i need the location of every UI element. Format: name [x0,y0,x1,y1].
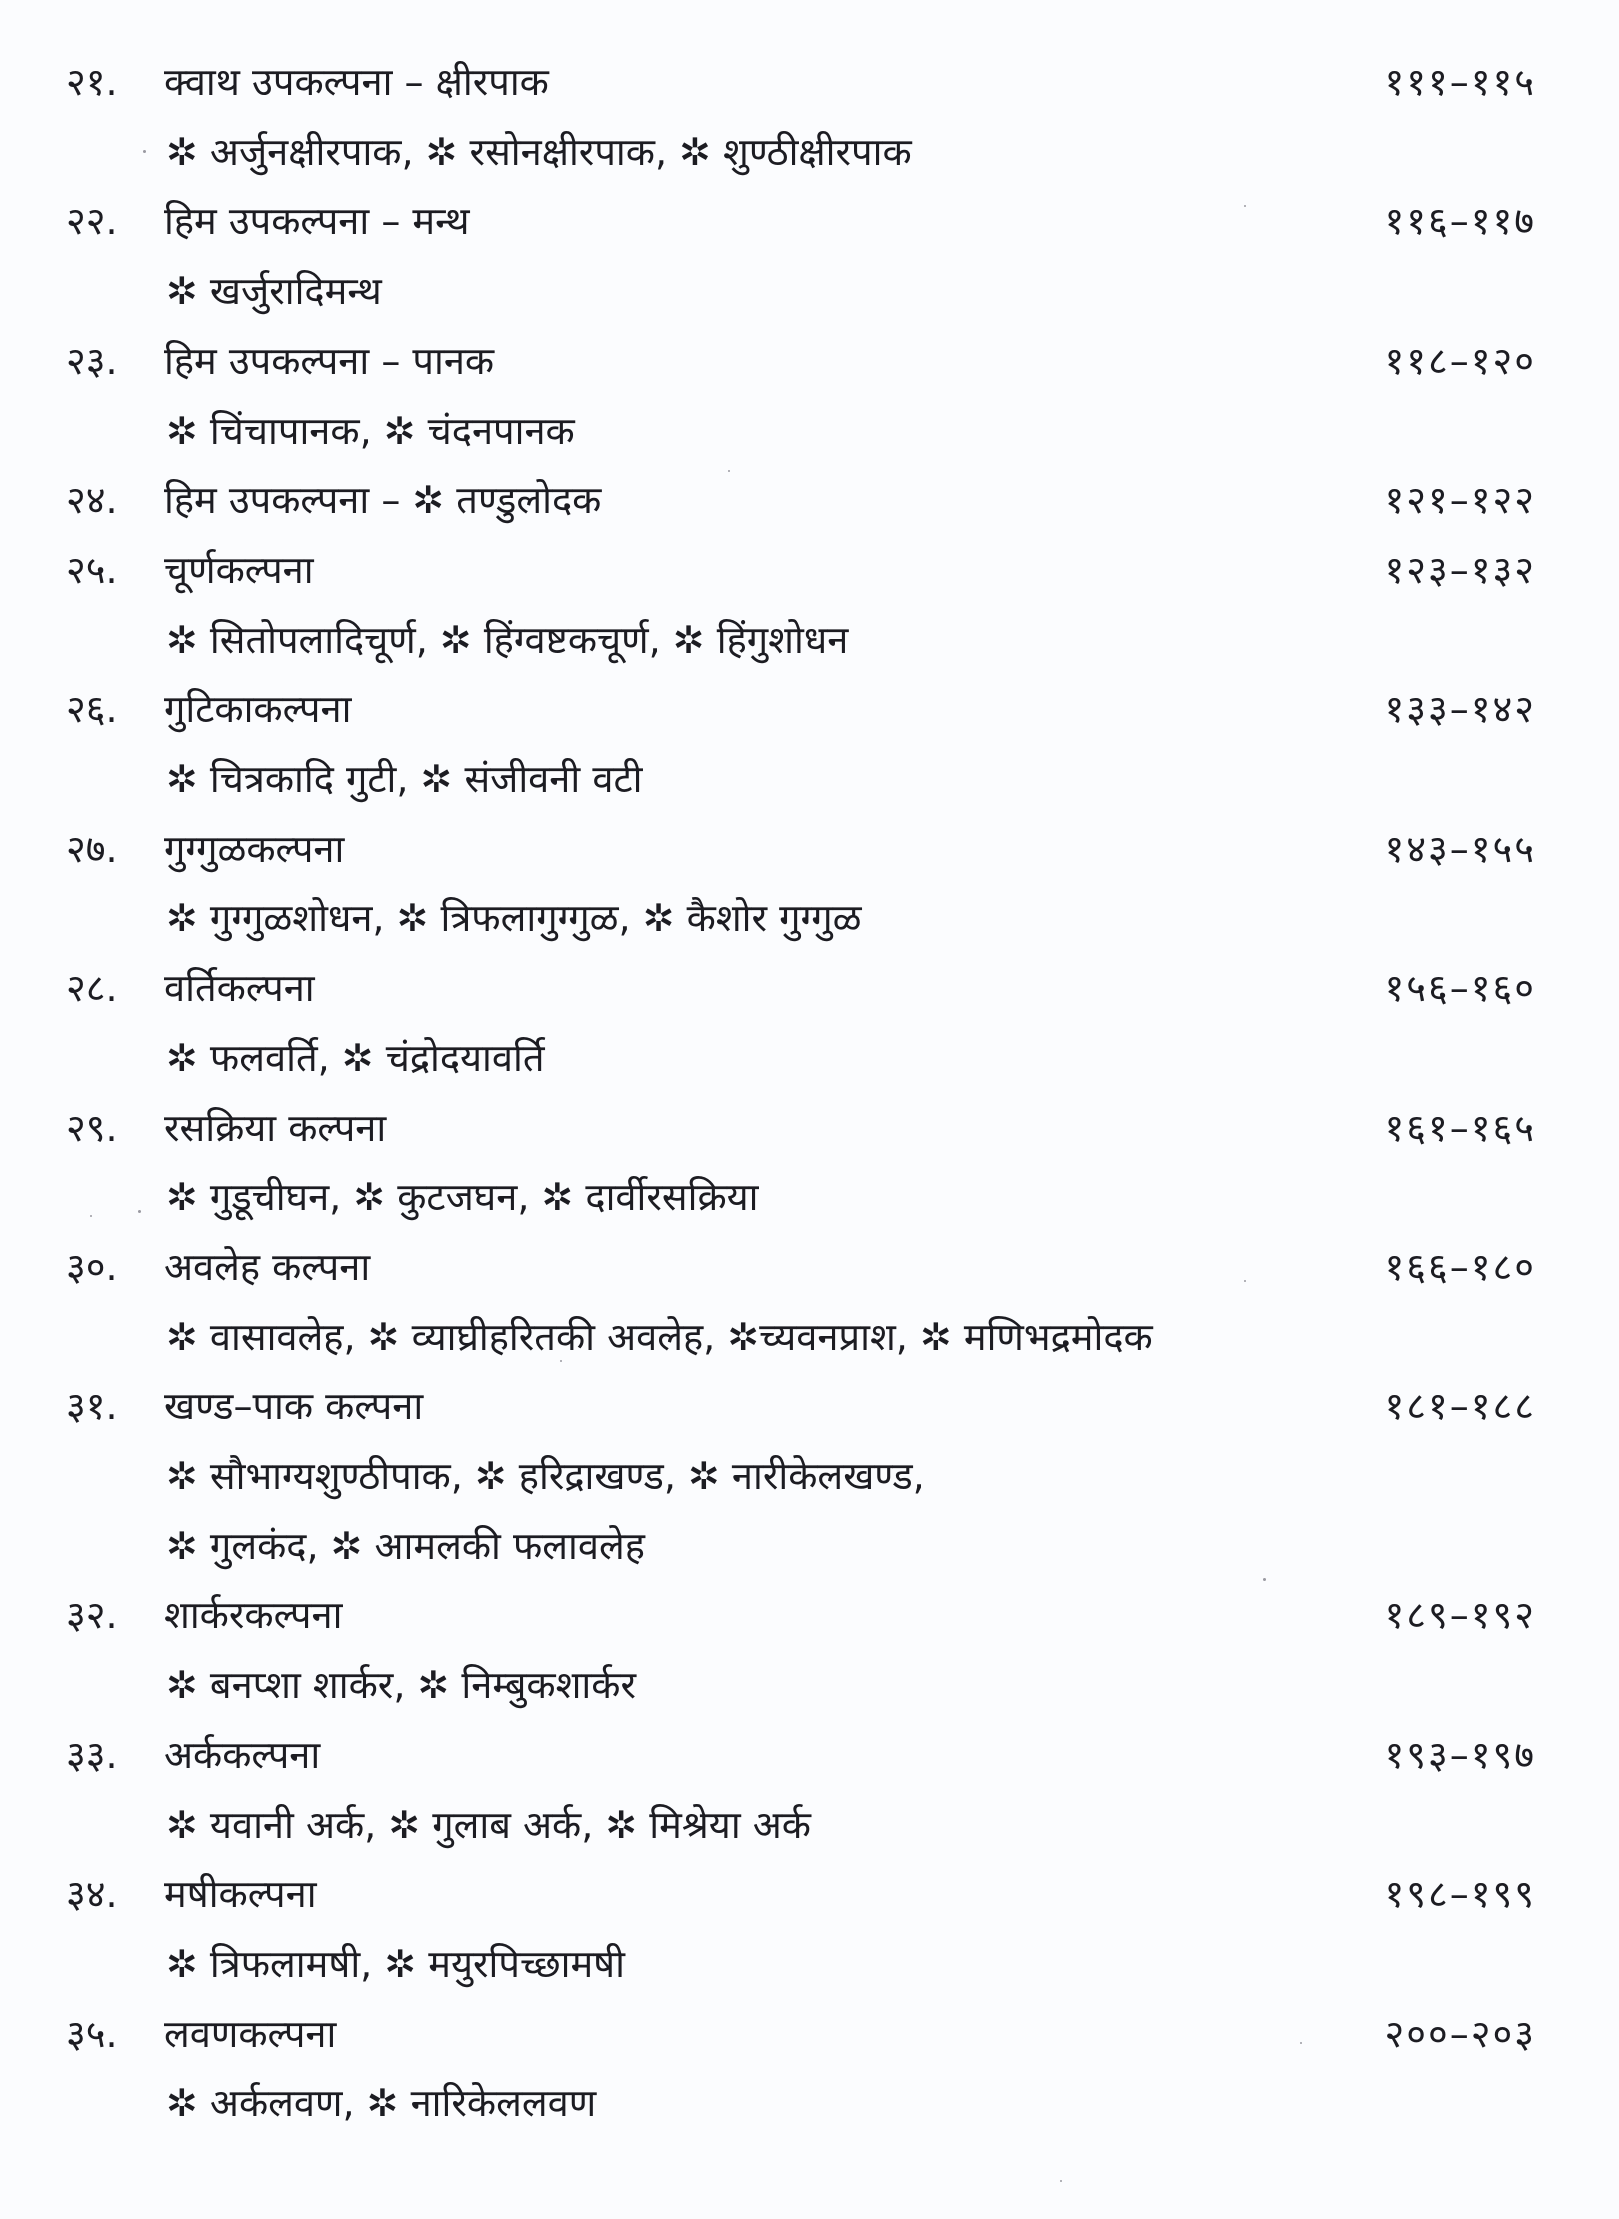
entry-number: ३३. [66,1732,118,1777]
entry-number: २१. [66,60,118,104]
entry-number: २४. [66,478,118,523]
toc-entry [0,1859,1619,1929]
entry-pages: १६१–१६५ [1384,1105,1536,1150]
scan-speck [728,470,730,472]
toc-subentries [0,883,1619,953]
entry-pages: १३३–१४२ [1384,687,1536,732]
scan-speck [90,1215,92,1217]
subentry-list: ✲ सौभाग्यशुण्ठीपाक, ✲ हरिद्राखण्ड, ✲ नारीकेलखण्ड, [166,1454,925,1498]
entry-title: चूर्णकल्पना [164,547,314,592]
entry-pages: १६६–१८० [1384,1244,1536,1289]
subentry-list: ✲ गुडूचीघन, ✲ कुटजघन, ✲ दार्वीरसक्रिया [166,1175,759,1220]
subentry-list: ✲ चिंचापानक, ✲ चंदनपानक [166,408,575,453]
entry-title: लवणकल्पना [164,2011,337,2056]
toc-subentries [0,1929,1619,1999]
toc-entry [0,1720,1619,1790]
entry-number: ३१. [66,1384,118,1429]
subentry-list: ✲ चित्रकादि गुटी, ✲ संजीवनी वटी [166,757,643,801]
toc-entry [0,535,1619,605]
entry-title: शार्करकल्पना [164,1593,343,1638]
toc-entry [0,326,1619,396]
entry-number: ३५. [66,2011,118,2056]
entry-number: ३४. [66,1872,118,1917]
subentry-list: ✲ गुग्गुळशोधन, ✲ त्रिफलागुग्गुळ, ✲ कैशोर गुग्गुळ [166,896,862,941]
toc-subentries [0,1790,1619,1860]
entry-title: रसक्रिया कल्पना [164,1105,387,1150]
scan-speck [138,1210,141,1213]
entry-title: गुटिकाकल्पना [164,687,352,732]
toc-subentries [0,396,1619,466]
scan-speck [560,1360,562,1362]
entry-pages: १५६–१६० [1384,966,1536,1011]
entry-title: खण्ड–पाक कल्पना [164,1384,424,1429]
entry-pages: १४३–१५५ [1384,826,1536,871]
subentry-list: ✲ सितोपलादिचूर्ण, ✲ हिंग्वष्टकचूर्ण, ✲ हिंगुशोधन [166,617,849,662]
toc-subentries [0,2068,1619,2138]
scan-speck [1244,205,1246,207]
toc-subentries [0,1023,1619,1093]
toc-entry [0,47,1619,117]
entry-title: वर्तिकल्पना [164,966,315,1011]
entry-pages: ११८–१२० [1384,338,1536,383]
entry-title: गुग्गुळकल्पना [164,826,345,871]
subentry-list: ✲ त्रिफलामषी, ✲ मयुरपिच्छामषी [166,1941,625,1986]
toc-entry [0,674,1619,744]
entry-title: हिम उपकल्पना – पानक [164,338,495,383]
entry-pages: २००–२०३ [1384,2011,1536,2056]
entry-number: २५. [66,547,118,592]
toc-subentries [0,1650,1619,1720]
toc-entry [0,1580,1619,1650]
entry-number: २२. [66,199,118,244]
entry-number: ३२. [66,1593,118,1638]
entry-number: २६. [66,687,118,732]
subentry-list: ✲ फलवर्ति, ✲ चंद्रोदयावर्ति [166,1035,545,1080]
toc-subentries [0,605,1619,675]
toc-subentries [0,1162,1619,1232]
subentry-list: ✲ अर्जुनक्षीरपाक, ✲ रसोनक्षीरपाक, ✲ शुण्ठीक्षीरपाक [166,129,912,174]
entry-pages: १८९–१९२ [1384,1593,1536,1638]
entry-pages: १८१–१८८ [1384,1384,1536,1429]
toc-entry [0,1371,1619,1441]
scan-speck [143,150,146,153]
toc-entry [0,814,1619,884]
toc-subentries [0,744,1619,814]
toc-entry [0,953,1619,1023]
entry-pages: १११–११५ [1384,60,1536,104]
entry-number: २७. [66,826,118,871]
entry-number: ३०. [66,1244,118,1289]
entry-number: २३. [66,338,118,383]
entry-pages: १२३–१३२ [1384,547,1536,592]
entry-title: हिम उपकल्पना – ✲ तण्डुलोदक [164,478,602,523]
scan-speck [1263,1578,1266,1581]
subentry-list: ✲ यवानी अर्क, ✲ गुलाब अर्क, ✲ मिश्रेया अर्क [166,1802,811,1847]
entry-number: २९. [66,1105,118,1150]
subentry-list: ✲ बनप्शा शार्कर, ✲ निम्बुकशार्कर [166,1663,636,1708]
toc-entry [0,1232,1619,1302]
entry-title: मषीकल्पना [164,1872,317,1917]
scan-speck [1060,2180,1062,2182]
toc-subentries [0,1511,1619,1581]
entry-title: अर्ककल्पना [164,1732,321,1777]
entry-number: २८. [66,966,118,1011]
entry-title: अवलेह कल्पना [164,1244,371,1289]
toc-subentries [0,256,1619,326]
entry-pages: १२१–१२२ [1384,478,1536,523]
toc-subentries [0,1302,1619,1372]
toc-entry [0,1093,1619,1163]
toc-entry [0,1999,1619,2069]
toc-entry [0,465,1619,535]
scan-speck [1244,1280,1246,1282]
toc-subentries [0,1441,1619,1511]
subentry-list: ✲ खर्जुरादिमन्थ [166,269,382,314]
toc-entry [0,186,1619,256]
scan-speck [1300,2042,1302,2044]
entry-title: हिम उपकल्पना – मन्थ [164,199,470,244]
entry-pages: १९८–१९९ [1384,1872,1536,1917]
subentry-list: ✲ वासावलेह, ✲ व्याघ्रीहरितकी अवलेह, ✲च्यवनप्राश, ✲ मणिभद्रमोदक [166,1314,1153,1359]
toc-subentries [0,117,1619,187]
subentry-list: ✲ गुलकंद, ✲ आमलकी फलावलेह [166,1523,645,1568]
entry-pages: ११६–११७ [1384,199,1536,244]
entry-title: क्वाथ उपकल्पना – क्षीरपाक [164,60,549,104]
subentry-list: ✲ अर्कलवण, ✲ नारिकेललवण [166,2081,597,2126]
entry-pages: १९३–१९७ [1384,1732,1536,1777]
